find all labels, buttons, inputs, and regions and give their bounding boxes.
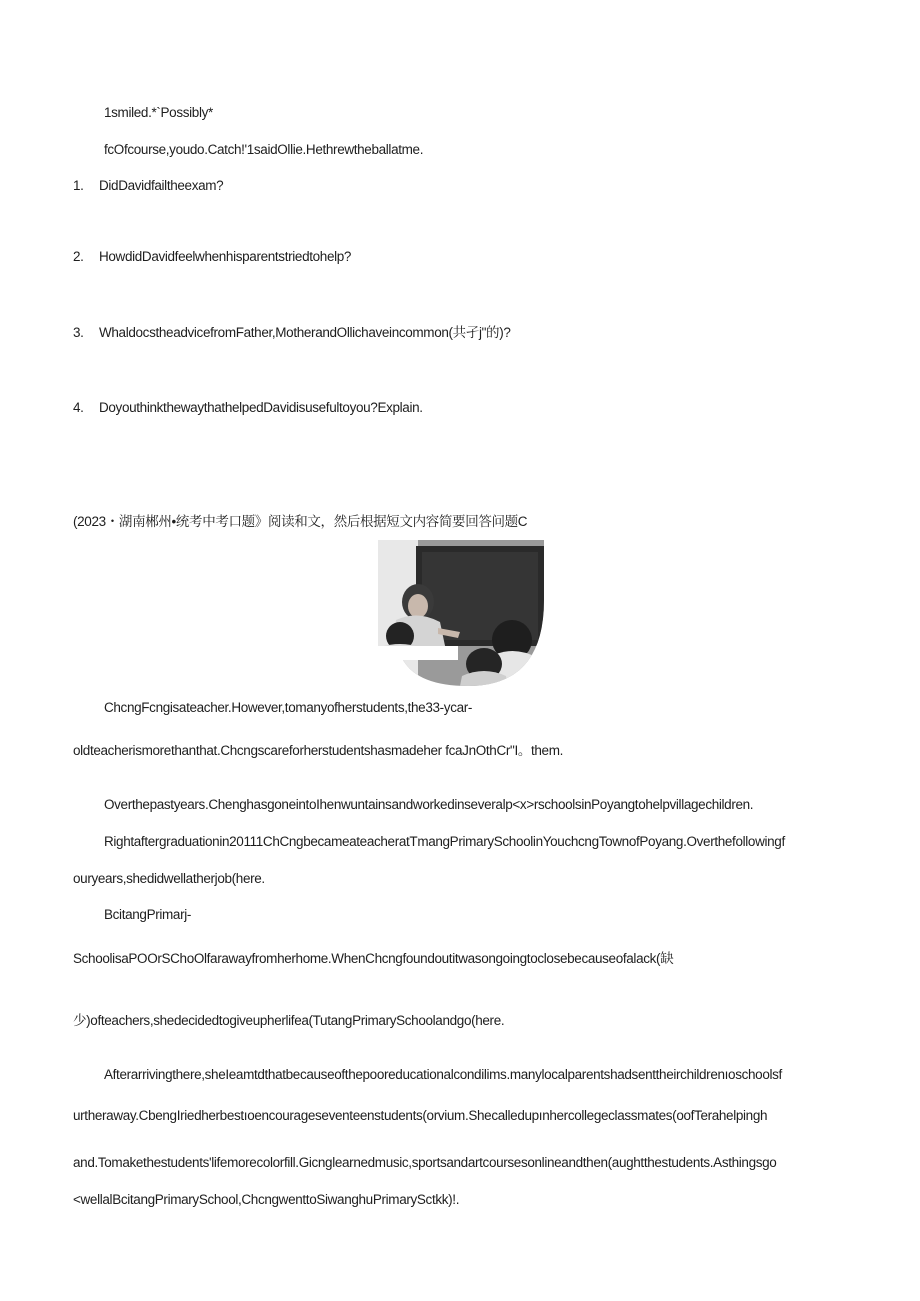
passage-line-9: Afterarrivingthere,sheIeamtdthatbecauseofthepooreducationalcondilims.manylocalparentshadsenttheirchildrenıoschoolsf	[104, 1067, 782, 1082]
question-text: HowdidDavidfeelwhenhisparentstriedtohelp?	[99, 249, 352, 264]
classroom-photo-icon	[378, 540, 544, 686]
passage-line-7: SchoolisaPOOrSChoOlfarawayfromherhome.WhenChcngfoundoutitwasongoingtoclosebecauseofalack(缺	[73, 951, 674, 966]
question-text: DidDavidfailtheexam?	[99, 178, 224, 193]
question-number: 2.	[73, 249, 84, 264]
section-header: (2023・湖南郴州•统考中考口题》阅读和文，然后根据短文内容简要回答问题C	[73, 514, 528, 529]
passage-line-10: urtheraway.CbengIriedherbestıoencourageseventeenstudents(orvium.Shecalledupınhercollegeclassmates(oofTerahelpingh	[73, 1108, 768, 1123]
intro-line-2: fcOfcourse,youdo.Catch!'1saidOllie.Hethrewtheballatme.	[104, 142, 424, 157]
passage-line-3: Overthepastyears.ChenghasgoneintoIhenwuntainsandworkedinseveralp<x>rschoolsinPoyangtohelpvillagechildren.	[104, 797, 754, 812]
passage-line-1: ChcngFcngisateacher.However,tomanyofherstudents,the33-ycar-	[104, 700, 473, 715]
passage-line-8: 少)ofteachers,shedecidedtogiveupherlifea(TutangPrimarySchoolandgo(here.	[73, 1013, 505, 1028]
question-text: DoyouthinkthewaythathelpedDavidisusefultoyou?Explain.	[99, 400, 423, 415]
passage-line-5: ouryears,shedidwellatherjob(here.	[73, 871, 265, 886]
question-number: 1.	[73, 178, 84, 193]
question-3	[73, 324, 511, 342]
question-number: 4.	[73, 400, 84, 415]
passage-line-6: BcitangPrimarj-	[104, 907, 192, 922]
question-number: 3.	[73, 325, 84, 340]
passage-line-12: <wellalBcitangPrimarySchool,ChcngwenttoSiwanghuPrimarySctkk)!.	[73, 1192, 460, 1207]
passage-line-2: oldteacherismorethanthat.Chcngscareforherstudentshasmadeher fcaJnOthCr"I。them.	[73, 743, 564, 758]
question-1	[73, 177, 223, 195]
question-text: WhaldocstheadvicefromFather,MotherandOllichaveincommon(共孑j"的)?	[99, 325, 511, 340]
question-4	[73, 399, 423, 417]
passage-line-4: Rightaftergraduationin20111ChCngbecameateacheratTmangPrimarySchoolinYouchcngTownofPoyang.Overthefollowingf	[104, 834, 785, 849]
intro-line-1: 1smiled.*`Possibly*	[104, 105, 213, 120]
question-2	[73, 248, 351, 266]
passage-line-11: and.Tomakethestudents'lifemorecolorfill.Gicnglearnedmusic,sportsandartcoursesonlineandthen(aughtthestudents.Asthingsgo	[73, 1155, 777, 1170]
